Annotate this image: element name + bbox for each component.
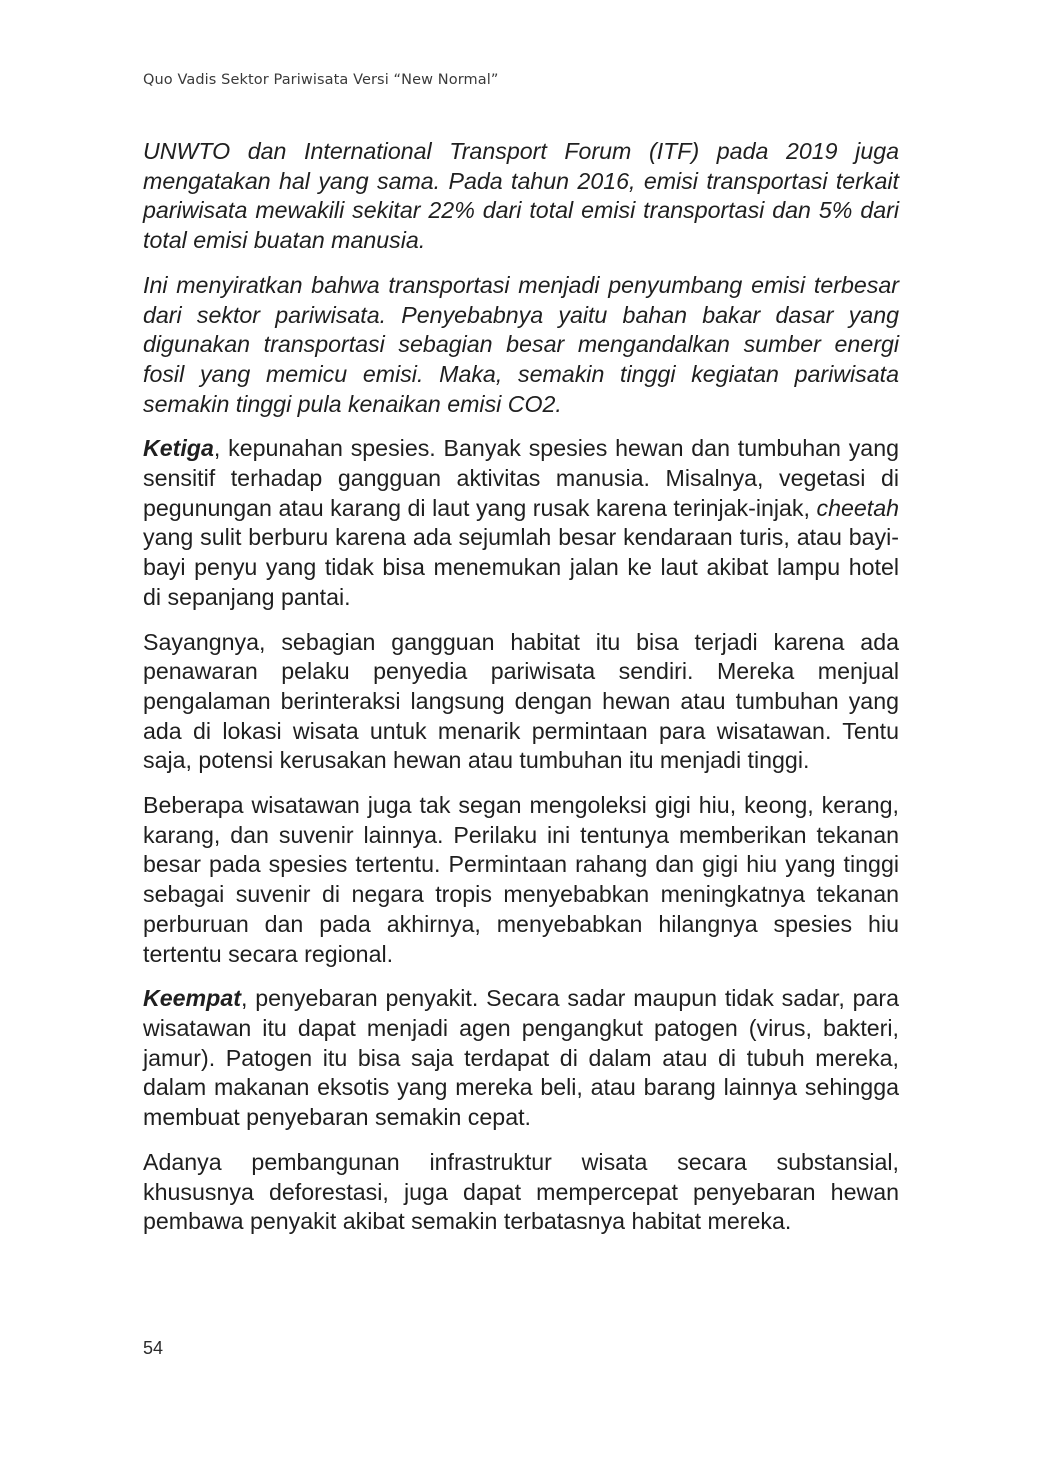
paragraph-infrastructure: Adanya pembangunan infrastruktur wisata secara substansial, khususnya deforestasi, juga dapat mempercepat penyebaran hewan pembawa penyakit akibat semakin terbatasnya habitat mereka.: [143, 1148, 899, 1235]
running-header: Quo Vadis Sektor Pariwisata Versi “New Normal”: [143, 72, 499, 88]
italic-term: cheetah: [816, 494, 899, 521]
paragraph-emission-source: Ini menyiratkan bahwa transportasi menjadi penyumbang emisi terbesar dari sektor pariwisata. Penyebabnya yaitu bahan bakar dasar yang digunakan transportasi sebagian besar mengandalkan sumber energi fosil yang memicu emisi. Maka, semakin tinggi kegiatan pariwisata semakin tinggi pula kenaikan emisi CO2.: [143, 271, 899, 417]
paragraph-text: , kepunahan spesies. Banyak spesies hewan dan tumbuhan yang sensitif terhadap gangguan aktivitas manusia. Misalnya, vegetasi di pegunungan atau karang di laut yang rusak karena terinjak-injak,: [143, 435, 899, 521]
point-heading-keempat: Keempat: [143, 985, 241, 1012]
paragraph-text: yang sulit berburu karena ada sejumlah besar kendaraan turis, atau bayi-bayi penyu yang tidak bisa menemukan jalan ke laut akibat lampu hotel di sepanjang pantai.: [143, 524, 899, 610]
paragraph-souvenir-collection: Beberapa wisatawan juga tak segan mengoleksi gigi hiu, keong, kerang, karang, dan suvenir lainnya. Perilaku ini tentunya memberikan tekanan besar pada spesies tertentu. Permintaan rahang dan gigi hiu yang tinggi sebagai suvenir di negara tropis menyebabkan meningkatnya tekanan perburuan dan pada akhirnya, menyebabkan hilangnya spesies hiu tertentu secara regional.: [143, 792, 899, 967]
paragraph-transport-emissions: UNWTO dan International Transport Forum (ITF) pada 2019 juga mengatakan hal yang sama. Pada tahun 2016, emisi transportasi terkait pariwisata mewakili sekitar 22% dari total emisi transportasi dan 5% dari total emisi buatan manusia.: [143, 138, 899, 254]
point-heading-ketiga: Ketiga: [143, 435, 214, 462]
body-text: [143, 137, 899, 1237]
page-number: 54: [143, 1338, 164, 1358]
paragraph-text: , penyebaran penyakit. Secara sadar maupun tidak sadar, para wisatawan itu dapat menjadi agen pengangkut patogen (virus, bakteri, jamur). Patogen itu bisa saja terdapat di dalam atau di tubuh mereka, dalam makanan eksotis yang mereka beli, atau barang lainnya sehingga membuat penyebaran semakin cepat.: [143, 985, 899, 1131]
paragraph-disease-spread: [143, 984, 899, 1133]
paragraph-habitat-disturbance: Sayangnya, sebagian gangguan habitat itu bisa terjadi karena ada penawaran pelaku penyedia pariwisata sendiri. Mereka menjual pengalaman berinteraksi langsung dengan hewan atau tumbuhan yang ada di lokasi wisata untuk menarik permintaan para wisatawan. Tentu saja, potensi kerusakan hewan atau tumbuhan itu menjadi tinggi.: [143, 628, 899, 774]
paragraph-species-extinction: [143, 434, 899, 612]
